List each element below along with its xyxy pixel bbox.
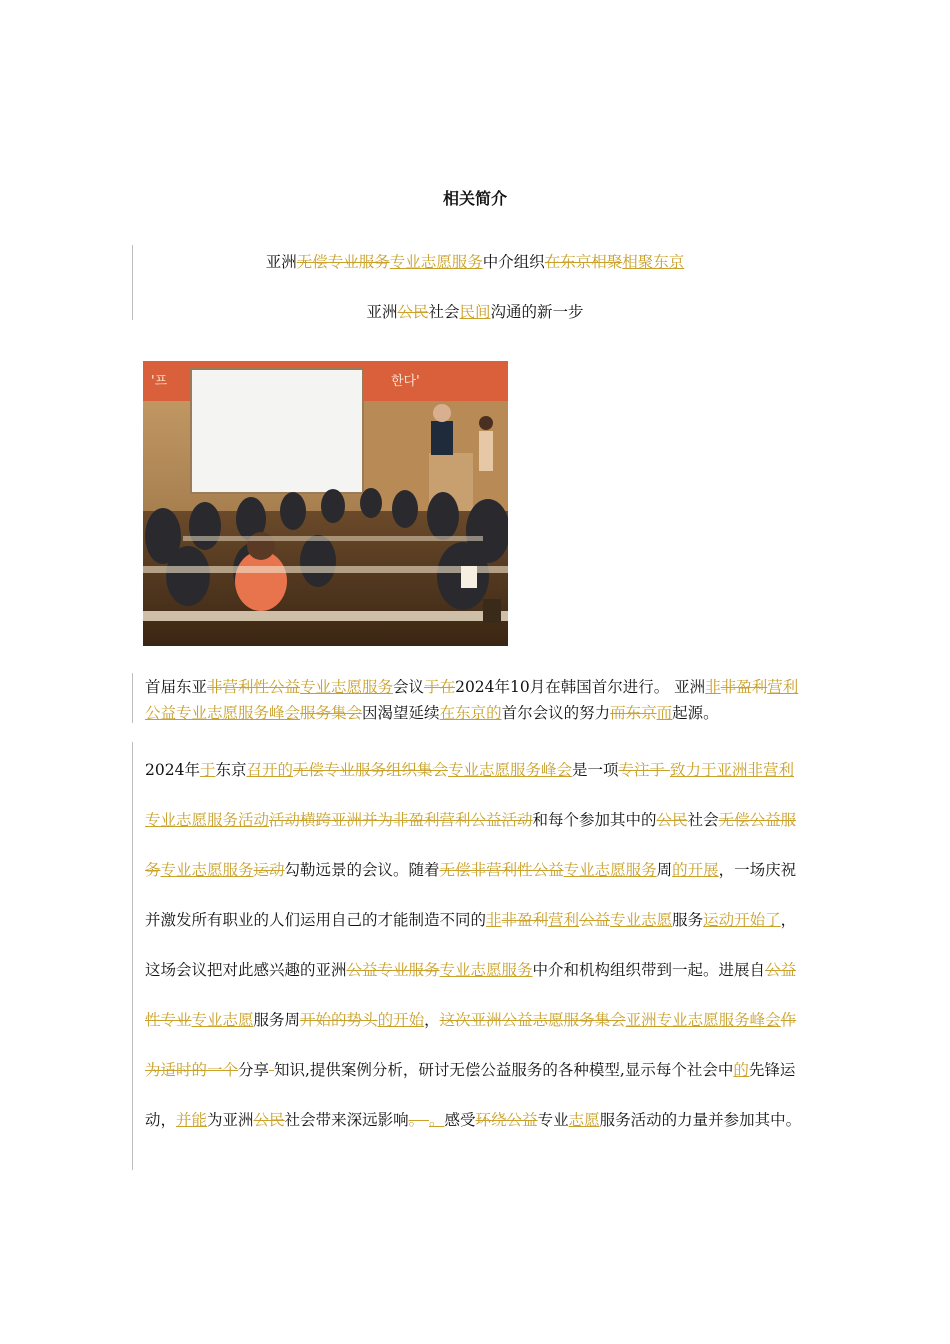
inserted-text: 相聚东京 [622,253,685,271]
text-run: 知识,提供案例分析，研讨无偿公益服务的各种模型,显示每个社会中 [273,1061,734,1079]
inserted-text: 召开的 [246,761,293,779]
inserted-text: 运动开始了 [703,911,781,929]
text-run: ，这场会议把对此感兴趣的亚洲 [145,911,797,979]
text-run: 感受 [444,1111,476,1129]
deleted-text: 公益性专业 [145,961,797,1029]
text-run: 分享 [238,1061,270,1079]
deleted-text: 公民 [397,303,429,321]
paragraph-1 [145,674,805,726]
conference-photo-illustration [143,361,508,646]
inserted-text: 专业志愿服务峰会 [176,704,301,722]
text-run: 社会 [428,303,460,321]
inserted-text: 专业志愿服务 [160,861,254,879]
deleted-text: 服务集会 [300,704,363,722]
inserted-text: 专业志愿服务峰会 [448,761,573,779]
inserted-text: 。 [429,1111,445,1129]
text-run: ，一场庆祝并激发所有职业的人们运用自己的才能制造不同的 [145,861,797,929]
deleted-text: 作为适时的一个 [145,1011,797,1079]
deleted-text: 开始的势头 [300,1011,378,1029]
deleted-text: 公民 [656,811,688,829]
text-run: 服务周 [253,1011,301,1029]
text-run: 2024年10月在韩国首尔进行。 亚洲 [455,678,706,696]
paragraph-2 [145,745,805,1145]
deleted-text: 无偿专业服务组织集会 [293,761,449,779]
inserted-text: 在东京的 [439,704,502,722]
text-run: 社会 [687,811,719,829]
deleted-text: 非营利性公益 [207,678,301,696]
text-run: 东京 [215,761,247,779]
deleted-text: 这次亚洲公益志愿服务集会 [439,1011,626,1029]
text-run: 中介组织 [482,253,545,271]
inserted-text: 营利公益 [145,678,799,722]
inserted-text: 非 [705,678,721,696]
deleted-text: 无偿公益服务 [145,811,797,879]
deleted-text: 活动横跨亚洲并为非盈利营利公益活动 [269,811,533,829]
inserted-text: 专业志愿 [610,911,673,929]
text-run: 因渴望延续 [362,704,440,722]
deleted-text: 。 [408,1111,430,1129]
inserted-text: 专业志愿服务 [300,678,394,696]
inserted-text: 营利 [548,911,580,929]
text-run: 服务 [672,911,704,929]
deleted-text: 运动 [253,861,285,879]
text-run: 2024年 [145,761,200,779]
deleted-text: 专注于 [618,761,670,779]
inserted-text: 民间 [459,303,491,321]
conference-photo [143,361,508,646]
text-run: 为亚洲 [207,1111,254,1129]
subtitle-line-2 [140,300,810,322]
deleted-text: 在东京相聚 [544,253,623,271]
inserted-text: 的开始 [377,1011,425,1029]
change-bar [132,245,133,320]
change-bar [132,673,133,723]
text-run: ， [424,1011,440,1029]
inserted-text: 亚洲专业志愿服务峰会 [625,1011,781,1029]
text-run: 亚洲 [265,253,297,271]
inserted-text: 专业志愿服务 [439,961,533,979]
text-run: 沟通的新一步 [490,303,584,321]
text-run: 先锋运动， [145,1061,796,1129]
inserted-text: 专业志愿 [191,1011,254,1029]
change-bar [132,742,133,1170]
text-run: 勾勒远景的会议。随着 [284,861,440,879]
deleted-text: 环绕公益 [475,1111,538,1129]
deleted-text: 公益专业服务 [346,961,440,979]
inserted-text: 而 [656,704,673,722]
inserted-text: 致力于亚洲非营利专业志愿服务活动 [145,761,794,829]
text-run: 专业 [537,1111,569,1129]
inserted-text: 的开展 [672,861,719,879]
deleted-text: 非盈利 [501,911,549,929]
text-run: 会议 [393,678,425,696]
deleted-text: 无偿非营利性公益 [439,861,564,879]
deleted-text: 于在 [424,678,456,696]
inserted-text: 的 [733,1061,749,1079]
deleted-text: 公益 [579,911,611,929]
inserted-text: 志愿 [568,1111,600,1129]
inserted-text: 非 [486,911,502,929]
text-run: 周 [656,861,673,879]
inserted-text: 并能 [176,1111,208,1129]
text-run: 和每个参加其中的 [532,811,657,829]
screen-text-left: '프 [151,374,168,389]
text-run: 亚洲 [366,303,398,321]
text-run: 服务活动的力量并参加其中。 [599,1111,802,1129]
text-run: 是一项 [572,761,619,779]
deleted-text: 无偿专业服务 [296,253,390,271]
inserted-text: 于 [199,761,216,779]
screen-text-right: 한다' [391,374,420,389]
subtitle-line-1 [140,250,810,272]
inserted-text: 专业志愿服务 [389,253,483,271]
inserted-text: 专业志愿服务 [563,861,657,879]
text-run: 首尔会议的努力 [501,704,611,722]
deleted-text: 公民 [253,1111,285,1129]
text-run: 起源。 [672,704,719,722]
deleted-text: 而东京 [610,704,657,722]
text-run: 中介和机构组织带到一起。进展自 [532,961,766,979]
document-title: 相关简介 [442,189,507,208]
text-run: 社会带来深远影响 [284,1111,409,1129]
text-run: 首届东亚 [145,678,208,696]
deleted-text: 非盈利 [720,678,768,696]
